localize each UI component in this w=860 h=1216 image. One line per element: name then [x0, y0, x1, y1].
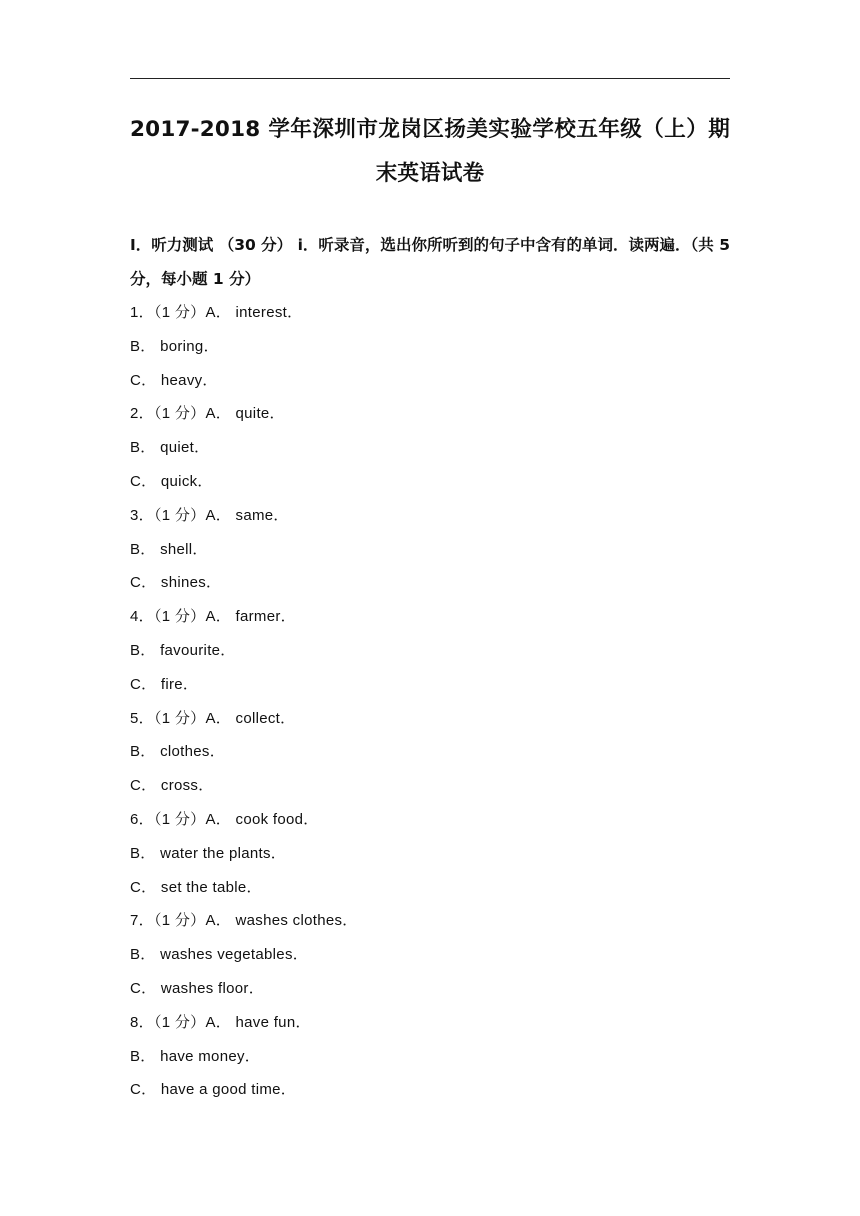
option-line: B． have money．: [130, 1047, 261, 1065]
option-line: 1．（1 分）A． interest．: [130, 304, 303, 321]
option-line: C． set the table．: [130, 878, 262, 896]
section-heading: Ⅰ．听力测试 （30 分） ⅰ．听录音，选出你所听到的句子中含有的单词．读两遍．（共 5 分，每小题 1 分）: [130, 236, 730, 288]
option-line: 8．（1 分）A． have fun．: [130, 1013, 311, 1031]
option-line: C． shines．: [130, 574, 222, 592]
option-line: C． have a good time．: [130, 1081, 297, 1099]
option-line: B． water the plants．: [130, 844, 287, 862]
option-line: C． heavy．: [130, 371, 218, 389]
option-line: 5．（1 分）A． collect．: [130, 709, 296, 727]
option-line: 3．（1 分）A． same．: [130, 506, 289, 524]
option-line: B． washes vegetables．: [130, 946, 309, 964]
option-line: 4．（1 分）A． farmer．: [130, 608, 296, 626]
question-list: [130, 296, 730, 1107]
option-line: 7．（1 分）A． washes clothes．: [130, 912, 358, 930]
option-line: 2．（1 分）A． quite．: [130, 405, 285, 423]
option-line: 6．（1 分）A． cook food．: [130, 810, 319, 828]
option-line: C． quick．: [130, 472, 213, 490]
option-line: C． fire．: [130, 675, 199, 693]
option-line: B． quiet．: [130, 439, 210, 457]
option-line: B． shell．: [130, 540, 208, 558]
option-line: B． boring．: [130, 337, 219, 355]
option-line: C． cross．: [130, 777, 214, 795]
header-rule: [130, 78, 730, 79]
option-line: B． favourite．: [130, 641, 236, 659]
page-title: 2017-2018 学年深圳市龙岗区扬美实验学校五年级（上）期末英语试卷: [130, 117, 730, 186]
option-line: B． clothes．: [130, 743, 225, 761]
option-line: C． washes floor．: [130, 979, 265, 997]
